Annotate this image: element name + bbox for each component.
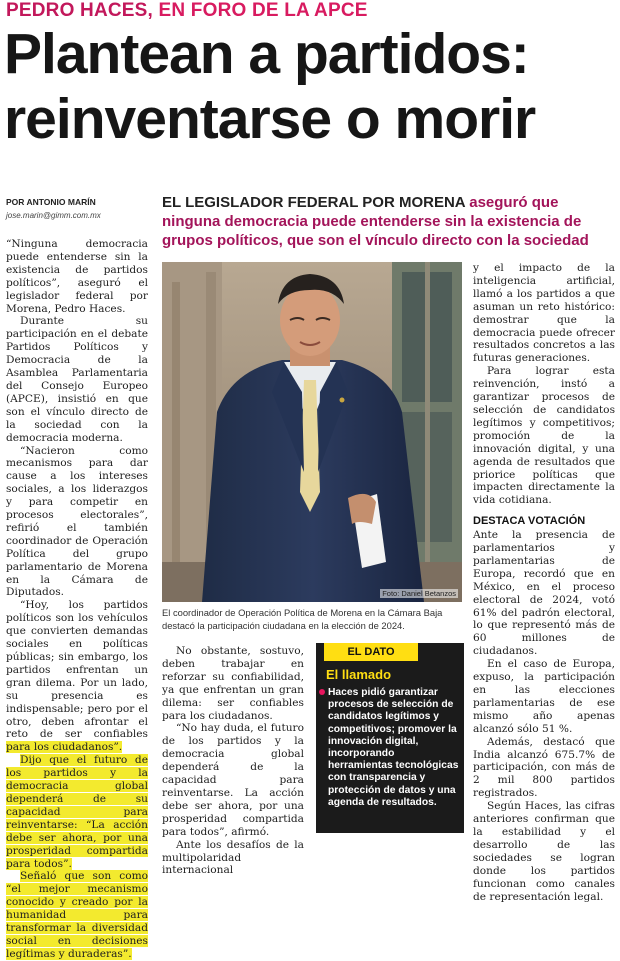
headline-line-2: reinventarse o morir <box>4 87 536 151</box>
paragraph-text: “Hoy, los partidos políticos son los vehículos que convierten demandas sociales en políticas públicas; sin embargo, los partidos enfrentan un gran dilema. Por un lado, su presencia es indispensable; pero por el otro, deben afrontar el reto de ser confiables <box>6 599 148 741</box>
photo-credit: Foto: Daniel Betanzos <box>382 589 456 598</box>
article-column-2 <box>162 645 304 877</box>
dato-body <box>328 687 460 809</box>
paragraph: “Ninguna democracia puede entenderse sin la existencia de partidos políticos”, aseguró el legislador federal por Morena, Pedro Haces. <box>6 238 148 315</box>
paragraph: “No hay duda, el futuro de los partidos y la democracia global dependerá de la capacidad para reinventarse. La acción debe ser ahora, por una prosperidad compartida para todos”, afirmó. <box>162 722 304 838</box>
article-column-3 <box>473 262 615 903</box>
paragraph: y el impacto de la inteligencia artificial, llamó a los partidos a que asuman un reto histórico: demostrar que la democracia puede ofrecer resultados concretos a las futuras generaciones. <box>473 262 615 365</box>
deck-text: aseguró que ninguna democracia puede entenderse sin la existencia de grupos políticos, que son el vínculo directo con la sociedad <box>162 194 589 249</box>
byline-email: jose.marin@gimm.com.mx <box>6 211 101 220</box>
headline <box>4 22 616 152</box>
paragraph-highlighted <box>6 870 148 960</box>
kicker-name: PEDRO HACES, <box>6 0 154 21</box>
article-column-1 <box>6 238 148 961</box>
dato-text: Haces pidió garantizar procesos de selección de candidatos legítimos y competitivos; promover la innovación digital, incorporando herramientas tecnológicas con transparencia y protección de datos y una agenda de resultados. <box>328 687 459 808</box>
article-photo <box>162 262 462 602</box>
paragraph: Durante su participación en el debate Partidos Políticos y Democracia de la Asamblea Parlamentaria del Consejo Europeo (APCE), insistió en que son el vínculo directo de la sociedad con la democracia moderna. <box>6 315 148 444</box>
paragraph: Ante los desafíos de la multipolaridad internacional <box>162 838 304 877</box>
paragraph <box>6 599 148 754</box>
highlighted-text: Señaló que son como “el mejor mecanismo conocido y creado por la humanidad para transformar la diversidad social en decisiones legítimas y duraderas”. <box>6 870 148 960</box>
dato-box <box>316 643 464 833</box>
dato-title: El llamado <box>326 667 392 682</box>
paragraph: En el caso de Europa, expuso, la participación en las elecciones parlamentarias de ese mismo año apenas alcanzó sólo 51 %. <box>473 658 615 735</box>
paragraph-highlighted <box>6 754 148 870</box>
paragraph: Según Haces, las cifras anteriores confirman que la estabilidad y el desarrollo de las sociedades se logran donde los partidos funcionan como canales de representación legal. <box>473 800 615 903</box>
paragraph: Ante la presencia de parlamentarios y parlamentarias de Europa, recordó que en México, en el proceso electoral de 2024, votó 61% del padrón electoral, lo que representó más de 60 millones de ciudadanos. <box>473 529 615 658</box>
headline-line-1: Plantean a partidos: <box>4 22 529 86</box>
highlighted-text: para los ciudadanos”. <box>6 741 123 754</box>
dato-tab: EL DATO <box>324 643 418 661</box>
deck <box>162 193 614 250</box>
photo-illustration <box>162 262 462 602</box>
byline-author: POR ANTONIO MARÍN <box>6 197 96 207</box>
bullet-icon <box>319 689 325 695</box>
highlighted-text: Dijo que el futuro de los partidos y la democracia global dependerá de su capacidad para reinventarse: “La acción debe ser ahora, por una prosperidad compartida para todos”. <box>6 754 148 870</box>
paragraph: Además, destacó que India alcanzó 675.7% de participación, con más de 2 mil 800 partidos registrados. <box>473 735 615 800</box>
paragraph: “Nacieron como mecanismos para dar cause a los intereses sociales, a los liderazgos y para competir en procesos electorales”, refirió el también coordinador de Operación Política del grupo parlamentario de Morena en la Cámara de Diputados. <box>6 444 148 599</box>
kicker <box>6 0 368 22</box>
kicker-event: EN FORO DE LA APCE <box>158 0 368 21</box>
photo-caption: El coordinador de Operación Política de Morena en la Cámara Baja destacó la participación ciudadana en la elección de 2024. <box>162 607 443 631</box>
paragraph: Para lograr esta reinvención, instó a garantizar procesos de selección de candidatos legítimos y competitivos; promoción de la innovación digital, y una agenda de resultados que priorice políticas que impacten directamente la vida cotidiana. <box>473 365 615 507</box>
section-subhead: DESTACA VOTACIÓN <box>473 515 586 528</box>
paragraph: No obstante, sostuvo, deben trabajar en reforzar su confiabilidad, ya que enfrentan un gran dilema: ser confiables para los ciudadanos. <box>162 645 304 722</box>
deck-lead: EL LEGISLADOR FEDERAL POR MORENA <box>162 194 466 211</box>
